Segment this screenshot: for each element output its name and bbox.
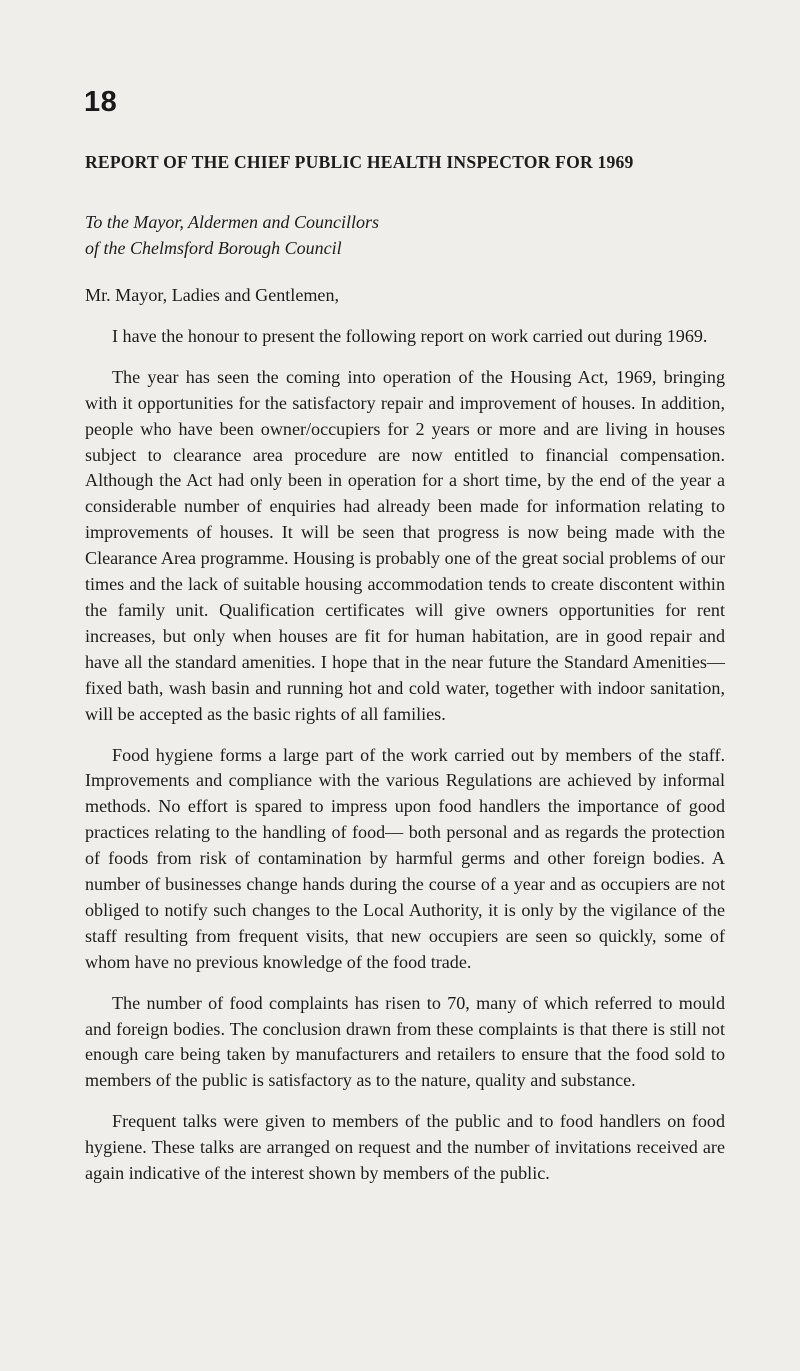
report-heading: REPORT OF THE CHIEF PUBLIC HEALTH INSPECTOR FOR 1969 — [85, 152, 634, 172]
report-body — [85, 283, 725, 1202]
paragraph-3: Food hygiene forms a large part of the work carried out by members of the staff. Improvements and compliance with the various Regulations are achieved by informal methods. No effort is spared to impress upon food handlers the importance of good practices relating to the handling of food— both personal and as regards the protection of foods from risk of contamination by harmful germs and other foreign bodies. A number of businesses change hands during the course of a year and as occupiers are not obliged to notify such changes to the Local Authority, it is only by the vigilance of the staff resulting from frequent visits, that new occupiers are seen so quickly, some of whom have no previous knowledge of the food trade. — [85, 744, 725, 972]
address-block — [85, 209, 379, 261]
address-line-2: of the Chelmsford Borough Council — [85, 238, 342, 258]
paragraph-5: Frequent talks were given to members of the public and to food handlers on food hygiene. These talks are arranged on request and the number of invitations received are again indicative of the interest shown by members of the public. — [85, 1111, 725, 1184]
paragraph-4: The number of food complaints has risen to 70, many of which referred to mould and foreign bodies. The conclusion drawn from these complaints is that there is still not enough care being taken by manufacturers and retailers to ensure that the food sold to members of the public is satisfactory as to the nature, quality and substance. — [85, 992, 725, 1091]
salutation: Mr. Mayor, Ladies and Gentlemen, — [85, 285, 340, 305]
page-number: 18 — [84, 86, 118, 118]
paragraph-1: I have the honour to present the following report on work carried out during 1969. — [112, 325, 708, 346]
address-line-1: To the Mayor, Aldermen and Councillors — [85, 212, 380, 232]
paragraph-2: The year has seen the coming into operation of the Housing Act, 1969, bringing with it opportunities for the satisfactory repair and improvement of houses. In addition, people who have been owner/occupiers for 2 years or more and are living in houses subject to clearance area procedure are now entitled to financial compensation. Although the Act had only been in operation for a short time, by the end of the year a considerable number of enquiries had already been made for information relating to improvements of houses. It will be seen that progress is now being made with the Clearance Area programme. Housing is probably one of the great social problems of our times and the lack of suitable housing accommodation tends to create discontent within the family unit. Qualification certificates will give owners opportunities for rent increases, but only when houses are fit for human habitation, are in good repair and have all the standard amenities. I hope that in the near future the Standard Amenities—fixed bath, wash basin and running hot and cold water, together with indoor sanitation, will be accepted as the basic rights of all families. — [85, 366, 725, 724]
